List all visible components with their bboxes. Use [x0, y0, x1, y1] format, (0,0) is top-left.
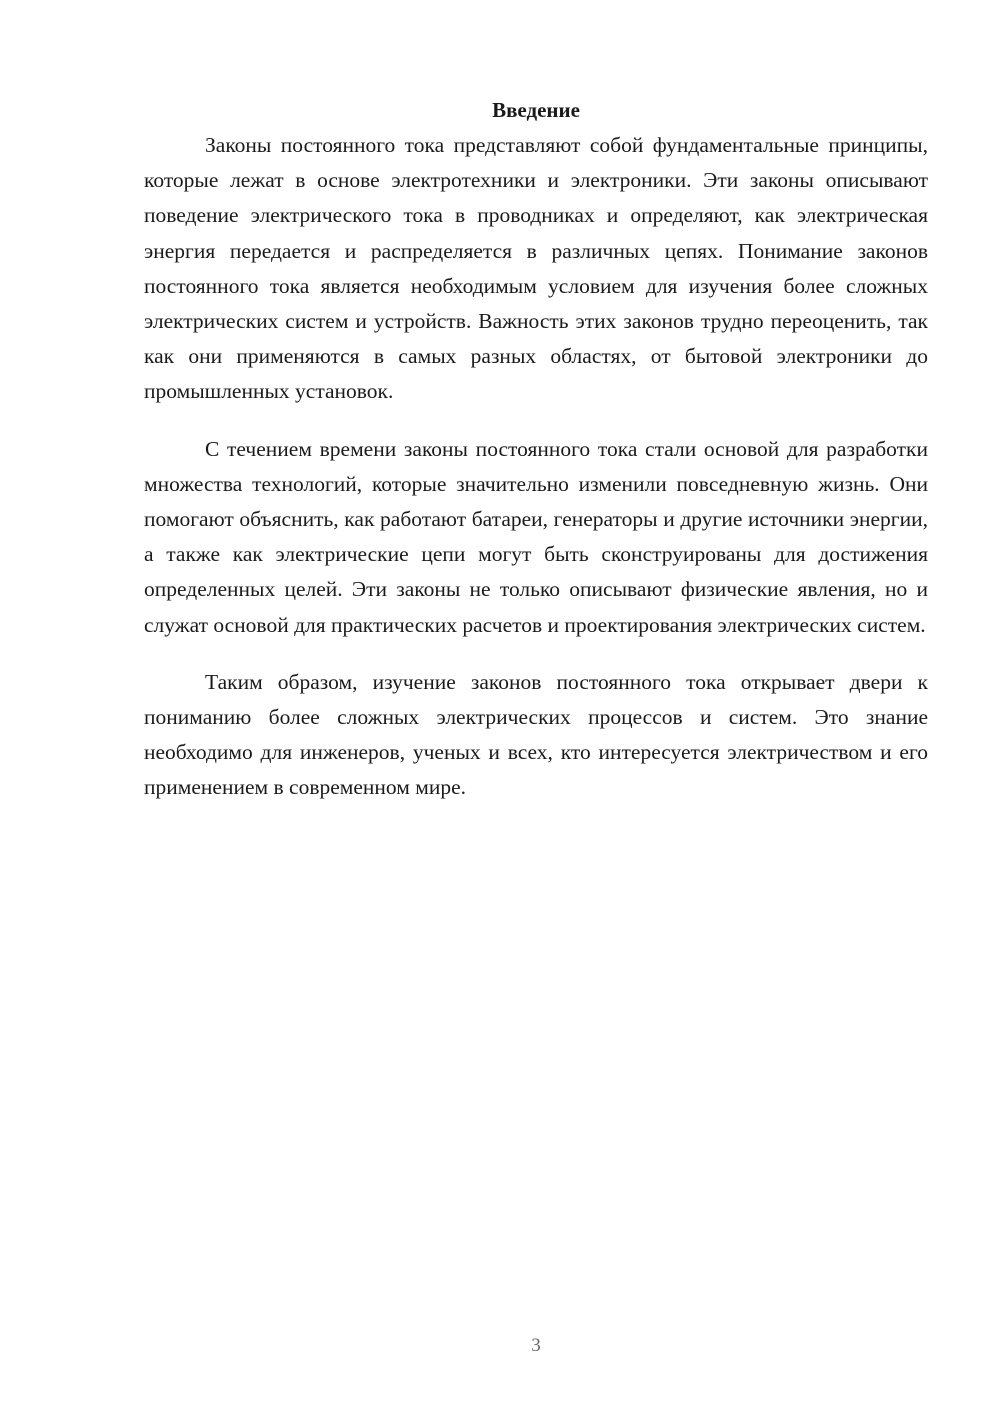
paragraph-1: Законы постоянного тока представляют собой фундаментальные принципы, которые лежат в основе электротехники и электроники. Эти законы описывают поведение электрического тока в проводниках и определяют, как электрическая энергия передается и распределяется в различных цепях. Понимание законов постоянного тока является необходимым условием для изучения более сложных электрических систем и устройств. Важность этих законов трудно переоценить, так как они применяются в самых разных областях, от бытовой электроники до промышленных установок.: [144, 133, 928, 404]
paragraph-3: Таким образом, изучение законов постоянного тока открывает двери к пониманию более сложных электрических процессов и систем. Это знание необходимо для инженеров, ученых и всех, кто интересуется электричеством и его применением в современном мире.: [144, 669, 928, 800]
page-content: [144, 93, 928, 806]
page-number: 3: [531, 1335, 541, 1356]
section-heading: Введение: [492, 98, 580, 122]
paragraph-2: С течением времени законы постоянного тока стали основой для разработки множества технологий, которые значительно изменили повседневную жизнь. Они помогают объяснить, как работают батареи, генераторы и другие источники энергии, а также как электрические цепи могут быть сконструированы для достижения определенных целей. Эти законы не только описывают физические явления, но и служат основой для практических расчетов и проектирования электрических систем.: [144, 436, 928, 637]
